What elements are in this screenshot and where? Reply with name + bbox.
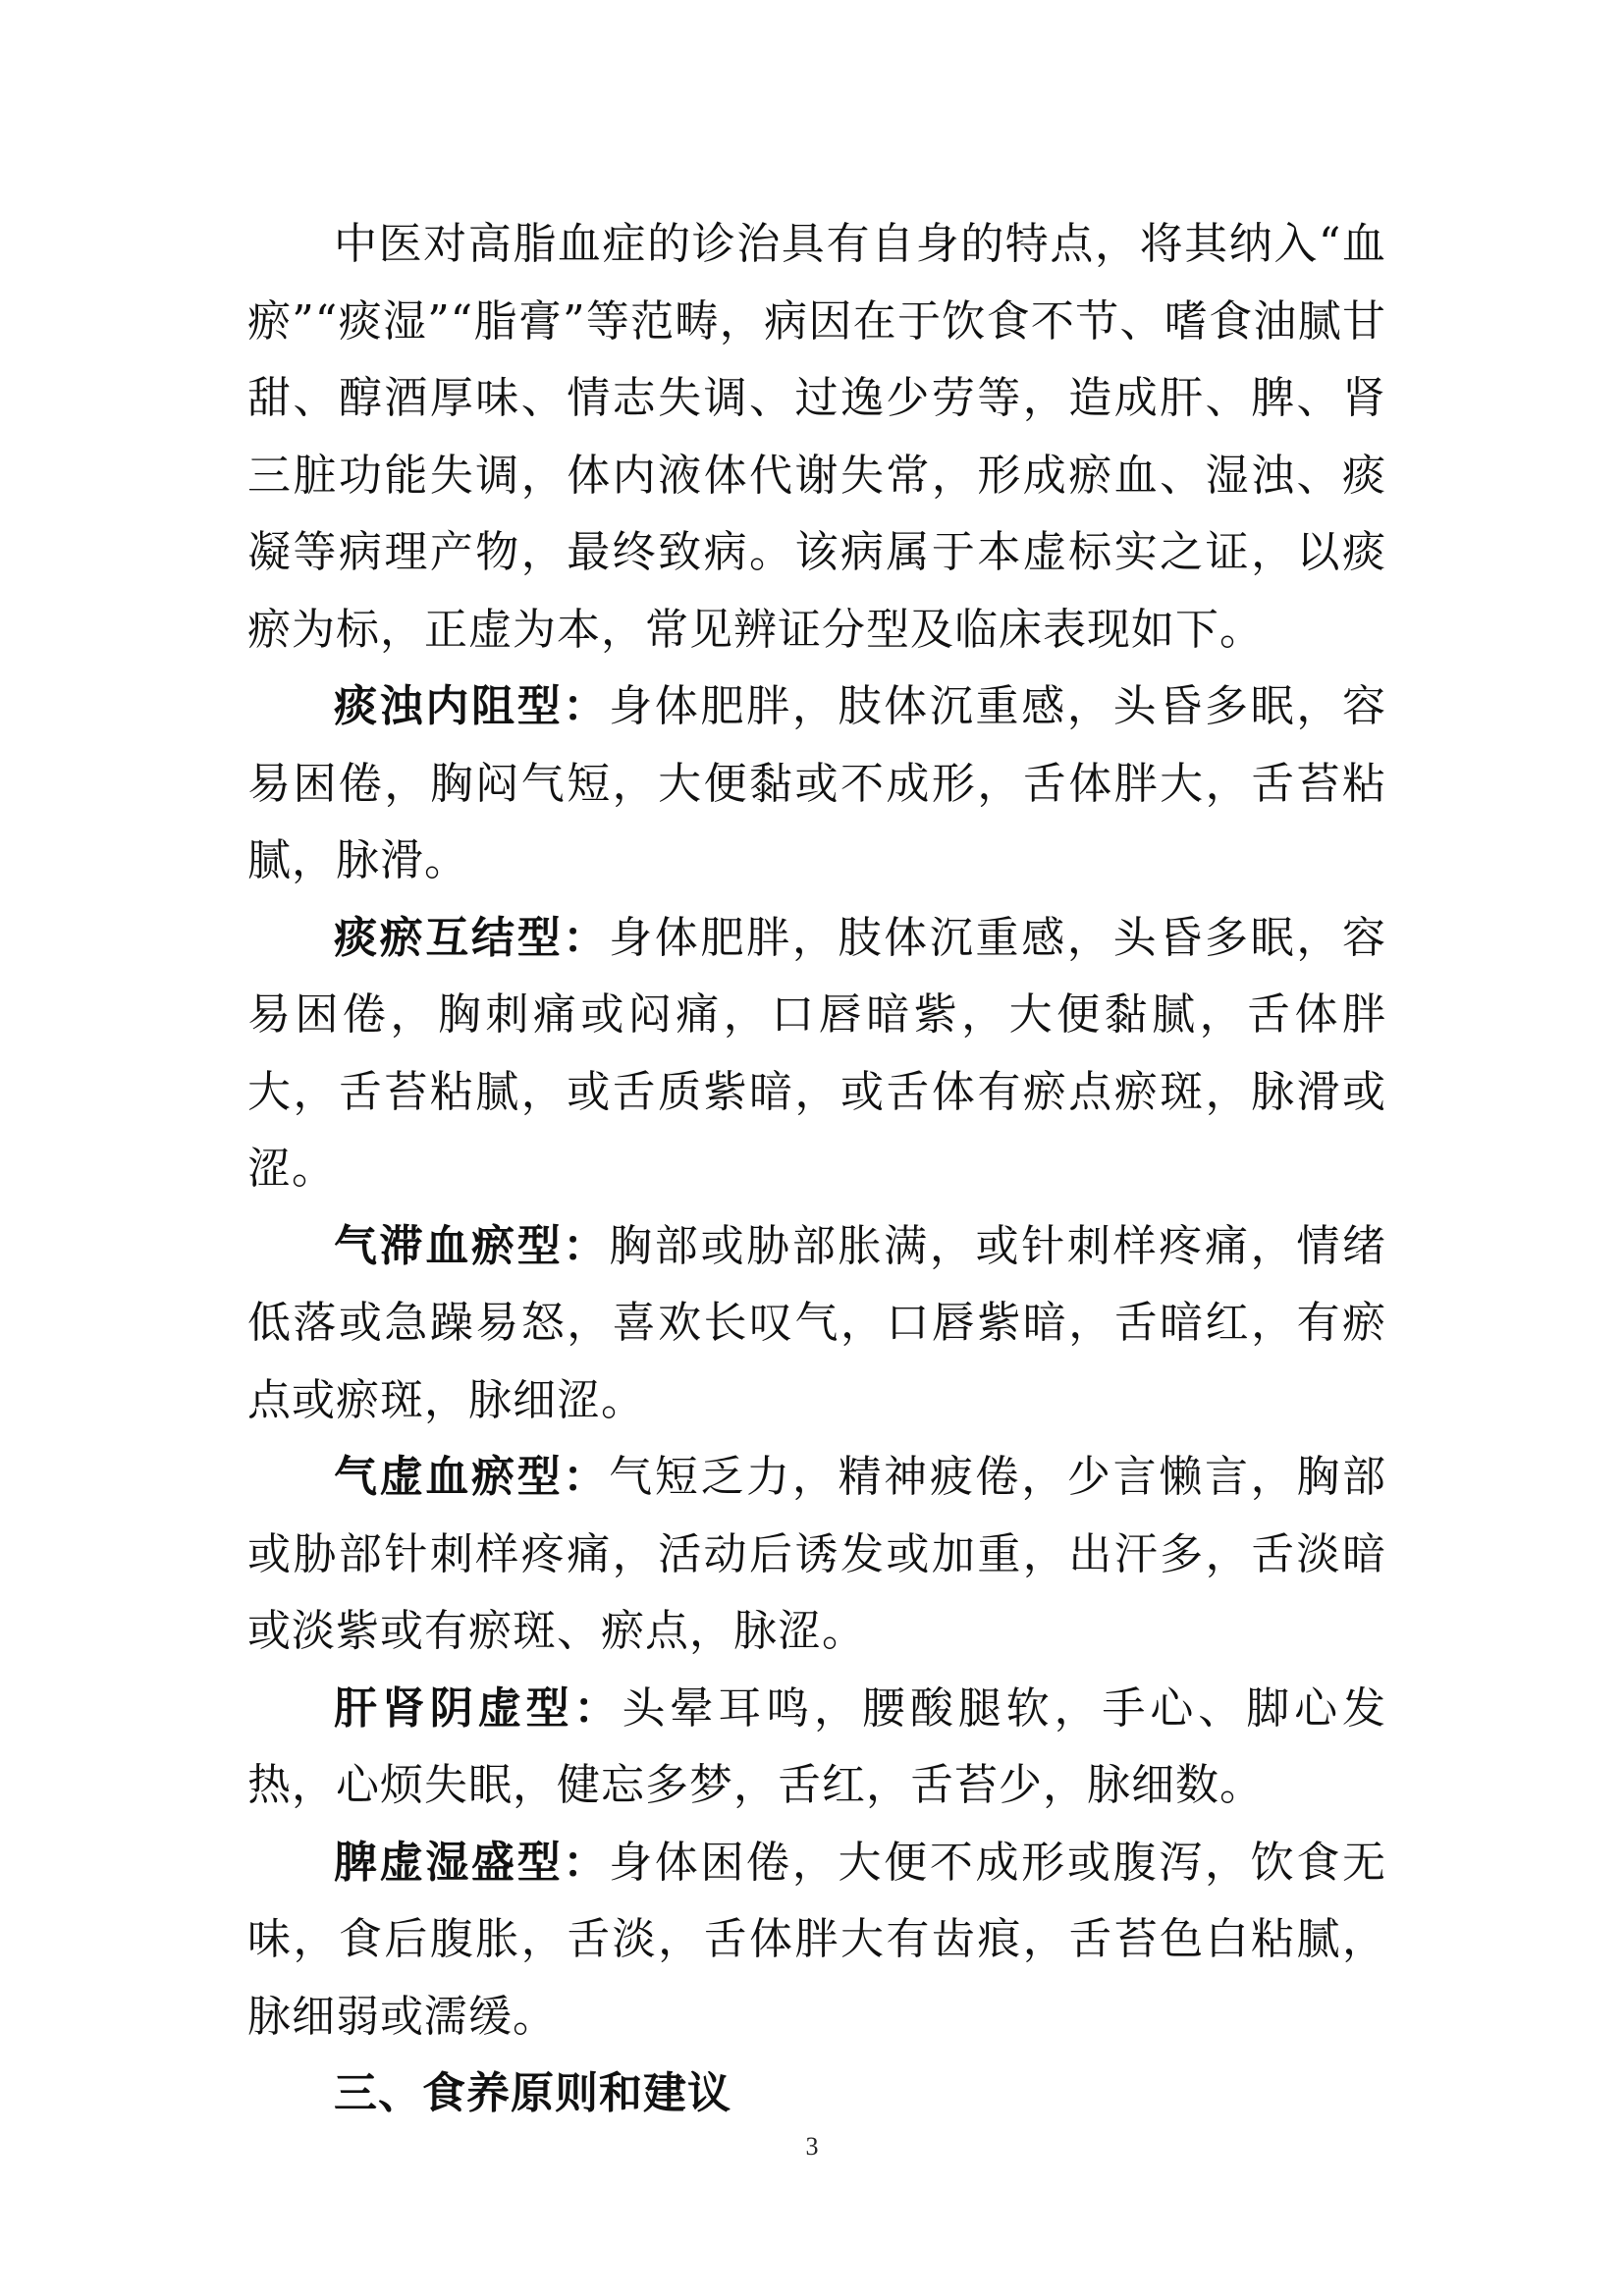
syndrome-paragraph-4 [247, 1439, 1386, 1671]
syndrome-term-2: 痰瘀互结型： [334, 912, 610, 963]
syndrome-text-6: 身体困倦，大便不成形或腹泻，饮食无味，食后腹胀，舌淡，舌体胖大有齿痕，舌苔色白粘腻，脉细弱或濡缓。 [247, 1837, 1387, 2042]
syndrome-paragraph-1 [247, 668, 1386, 900]
syndrome-text-2: 身体肥胖，肢体沉重感，头昏多眠，容易困倦，胸刺痛或闷痛，口唇暗紫，大便黏腻，舌体胖大，舌苔粘腻，或舌质紫暗，或舌体有瘀点瘀斑，脉滑或涩。 [247, 912, 1387, 1194]
section-heading: 三、食养原则和建议 [334, 2068, 731, 2118]
syndrome-term-3: 气滞血瘀型： [334, 1220, 610, 1271]
syndrome-term-4: 气虚血瘀型： [334, 1452, 610, 1502]
page-content [247, 206, 1386, 2133]
syndrome-paragraph-5 [247, 1671, 1386, 1825]
syndrome-term-5: 肝肾阴虚型： [334, 1682, 623, 1734]
syndrome-paragraph-2 [247, 900, 1386, 1208]
syndrome-text-5: 头晕耳鸣，腰酸腿软，手心、脚心发热，心烦失眠，健忘多梦，舌红，舌苔少，脉细数。 [247, 1682, 1387, 1810]
syndrome-paragraph-6 [247, 1825, 1386, 2056]
page-number: 3 [805, 2132, 819, 2161]
intro-paragraph: 中医对高脂血症的诊治具有自身的特点，将其纳入“血瘀”“痰湿”“脂膏”等范畴，病因在于饮食不节、嗜食油腻甘甜、醇酒厚味、情志失调、过逸少劳等，造成肝、脾、肾三脏功能失调，体内液体代谢失常，形成瘀血、湿浊、痰凝等病理产物，最终致病。该病属于本虚标实之证，以痰瘀为标，正虚为本，常见辨证分型及临床表现如下。 [247, 219, 1386, 655]
syndrome-text-3: 胸部或胁部胀满，或针刺样疼痛，情绪低落或急躁易怒，喜欢长叹气，口唇紫暗，舌暗红，有瘀点或瘀斑，脉细涩。 [247, 1220, 1387, 1425]
syndrome-term-6: 脾虚湿盛型： [334, 1837, 610, 1888]
syndrome-term-1: 痰浊内阻型： [334, 681, 610, 731]
syndrome-text-1: 身体肥胖，肢体沉重感，头昏多眠，容易困倦，胸闷气短，大便黏或不成形，舌体胖大，舌苔粘腻，脉滑。 [247, 681, 1387, 885]
syndrome-text-4: 气短乏力，精神疲倦，少言懒言，胸部或胁部针刺样疼痛，活动后诱发或加重，出汗多，舌淡暗或淡紫或有瘀斑、瘀点，脉涩。 [247, 1452, 1387, 1656]
syndrome-paragraph-3 [247, 1208, 1386, 1440]
